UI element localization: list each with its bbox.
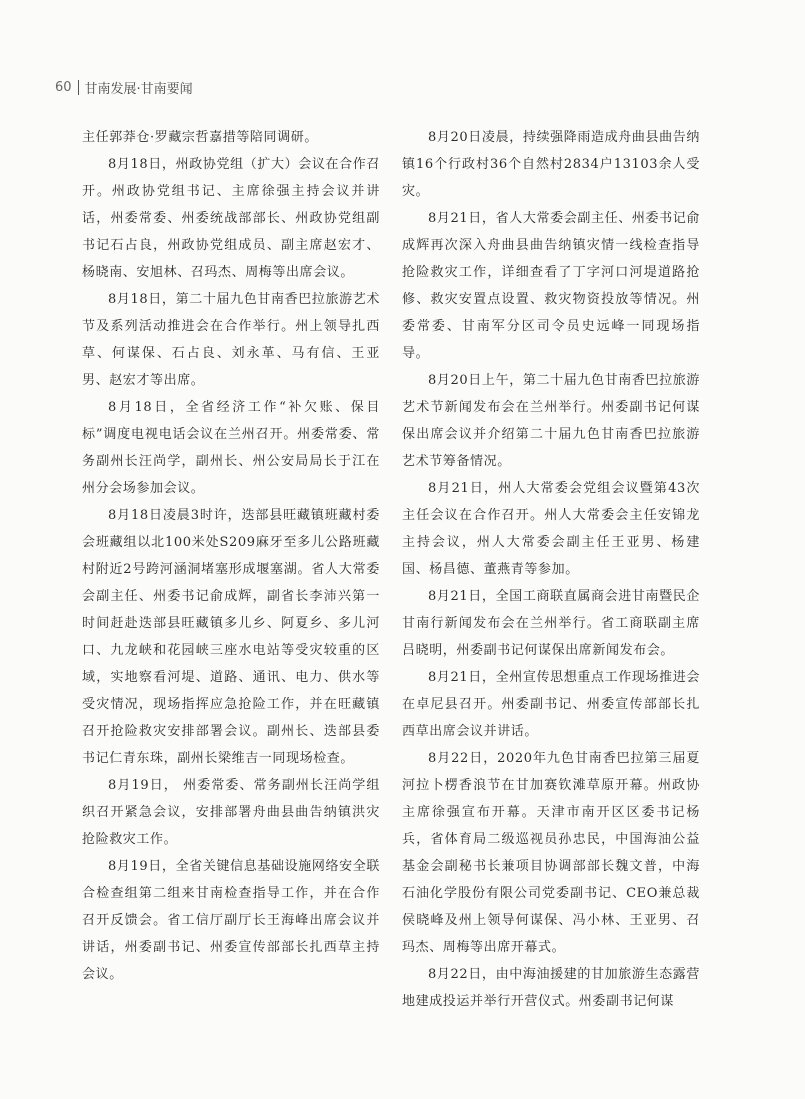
paragraph: 8月22日，2020年九色甘南香巴拉第三届夏河拉卜楞香浪节在甘加赛钦滩草原开幕。州政协主席徐强宣布开幕。天津市南开区区委书记杨兵，省体育局二级巡视员孙忠民，中国海油公益基金会副秘书长兼项目协调部部长魏文普，中海石油化学股份有限公司党委副书记、CEO兼总裁侯晓峰及州上领导何谋保、冯小林、王亚男、召玛杰、周梅等出席开幕式。 — [402, 751, 700, 955]
paragraph: 8月21日，省人大常委会副主任、州委书记俞成辉再次深入舟曲县曲告纳镇灾情一线检查指导抢险救灾工作，详细查看了丁字河口河堤道路抢修、救灾安置点设置、救灾物资投放等情况。州委常委、甘南军分区司令员史远峰一同现场指导。 — [402, 211, 700, 361]
paragraph: 8月21日，全国工商联直属商会进甘南暨民企甘南行新闻发布会在兰州举行。省工商联副主席吕晓明，州委副书记何谋保出席新闻发布会。 — [402, 589, 700, 658]
right-column — [402, 124, 700, 1015]
paragraph: 8月18日，州政协党组（扩大）会议在合作召开。州政协党组书记、主席徐强主持会议并讲话，州委常委、州委统战部部长、州政协党组副书记石占良，州政协党组成员、副主席赵宏才、杨晓南、安旭林、召玛杰、周梅等出席会议。 — [82, 157, 380, 280]
paragraph: 8月18日，全省经济工作“补欠账、保目标”调度电视电话会议在兰州召开。州委常委、常务副州长汪尚学，副州长、州公安局局长于江在州分会场参加会议。 — [82, 400, 380, 496]
header-divider — [78, 80, 79, 95]
paragraph: 8月19日， 州委常委、常务副州长汪尚学组织召开紧急会议，安排部署舟曲县曲告纳镇洪灾抢险救灾工作。 — [82, 778, 380, 847]
paragraph: 主任郭莽仓·罗藏宗哲嘉措等陪同调研。 — [82, 130, 318, 145]
paragraph: 8月20日凌晨，持续强降雨造成舟曲县曲告纳镇16个行政村36个自然村2834户13103余人受灾。 — [402, 130, 700, 199]
page-header — [55, 78, 193, 97]
paragraph: 8月21日，全州宣传思想重点工作现场推进会在卓尼县召开。州委副书记、州委宣传部部长扎西草出席会议并讲话。 — [402, 670, 700, 739]
paragraph: 8月18日凌晨3时许，迭部县旺藏镇班藏村委会班藏组以北100米处S209麻牙至多儿公路班藏村附近2号跨河涵洞堵塞形成堰塞湖。省人大常委会副主任、州委书记俞成辉，副省长李沛兴第一时间赶赴迭部县旺藏镇多儿乡、阿夏乡、多儿河口、九龙峡和花园峡三座水电站等受灾较重的区域，实地察看河堤、道路、通讯、电力、供水等受灾情况，现场指挥应急抢险工作，并在旺藏镇召开抢险救灾安排部署会议。副州长、迭部县委书记仁青东珠，副州长梁维吉一同现场检查。 — [82, 508, 380, 766]
paragraph: 8月22日，由中海油援建的甘加旅游生态露营地建成投运并举行开营仪式。州委副书记何谋 — [402, 967, 700, 1009]
paragraph: 8月19日，全省关键信息基础设施网络安全联合检查组第二组来甘南检查指导工作，并在合作召开反馈会。省工信厅副厅长王海峰出席会议并讲话，州委副书记、州委宣传部部长扎西草主持会议。 — [82, 859, 380, 982]
section-title: 甘南发展·甘南要闻 — [84, 82, 193, 97]
paragraph: 8月20日上午，第二十届九色甘南香巴拉旅游艺术节新闻发布会在兰州举行。州委副书记何谋保出席会议并介绍第二十届九色甘南香巴拉旅游艺术节筹备情况。 — [402, 373, 700, 469]
left-column — [82, 124, 380, 988]
page-number: 60 — [55, 80, 72, 95]
paragraph: 8月21日，州人大常委会党组会议暨第43次主任会议在合作召开。州人大常委会主任安锦龙主持会议，州人大常委会副主任王亚男、杨建国、杨昌德、董燕青等参加。 — [402, 481, 700, 577]
paragraph: 8月18日，第二十届九色甘南香巴拉旅游艺术节及系列活动推进会在合作举行。州上领导扎西草、何谋保、石占良、刘永革、马有信、王亚男、赵宏才等出席。 — [82, 292, 380, 388]
